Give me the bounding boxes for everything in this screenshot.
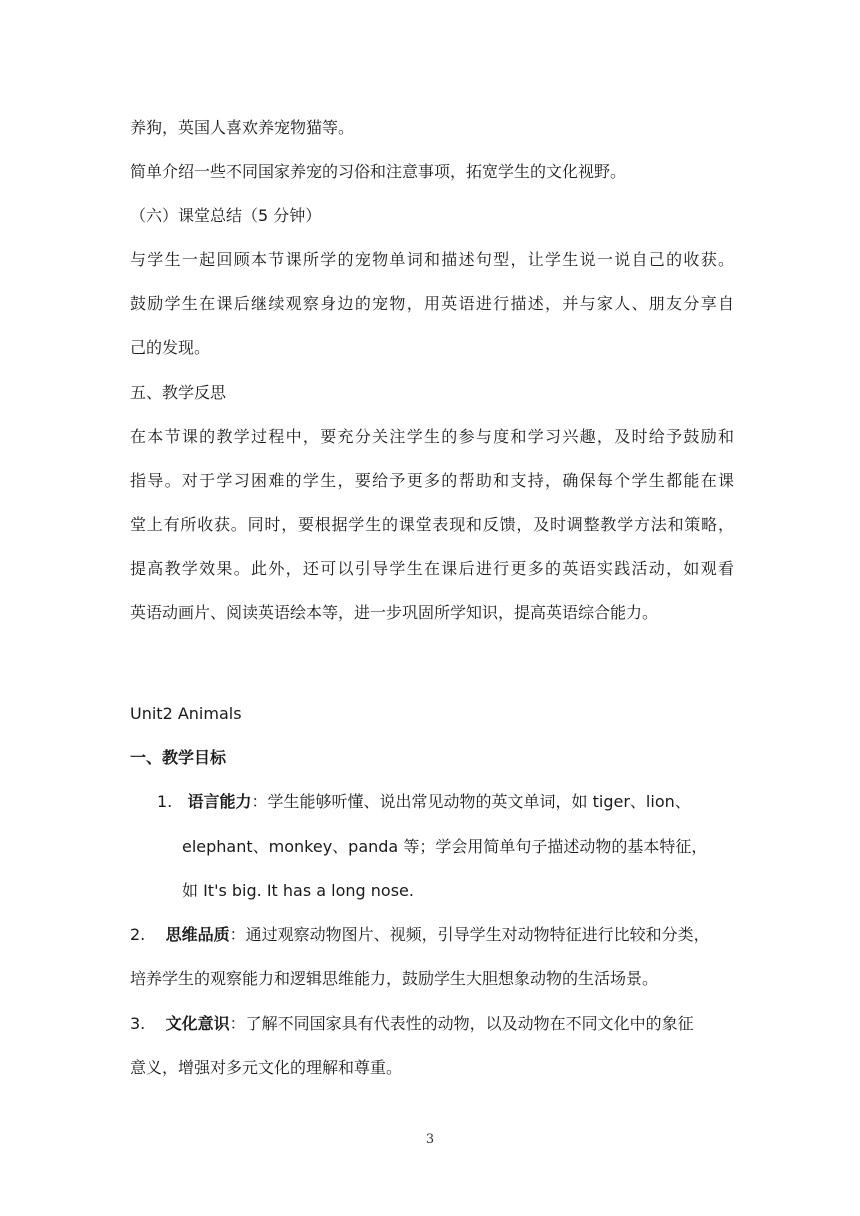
paragraph-line: 己的发现。 — [130, 338, 211, 357]
paragraph-line: 在本节课的教学过程中，要充分关注学生的参与度和学习兴趣，及时给予鼓励和 — [130, 427, 734, 446]
list-item — [130, 1013, 694, 1035]
item-text: ：通过观察动物图片、视频，引导学生对动物特征进行比较和分类， — [229, 925, 710, 944]
item-label: 思维品质 — [165, 925, 230, 944]
list-item — [130, 924, 710, 946]
unit-title: Unit2 Animals — [130, 704, 242, 723]
section-heading: 一、教学目标 — [130, 748, 227, 767]
item-text: ：学生能够听懂、说出常见动物的英文单词，如 tiger、lion、 — [251, 792, 691, 811]
list-item-continuation: 如 It's big. It has a long nose. — [182, 881, 414, 900]
paragraph-line: 提高教学效果。此外，还可以引导学生在课后进行更多的英语实践活动，如观看 — [130, 559, 734, 578]
paragraph-line: 鼓励学生在课后继续观察身边的宠物，用英语进行描述，并与家人、朋友分享自 — [130, 294, 734, 313]
page-number: 3 — [425, 1132, 435, 1147]
paragraph-line: 指导。对于学习困难的学生，要给予更多的帮助和支持，确保每个学生都能在课 — [130, 471, 734, 490]
item-label: 文化意识 — [165, 1014, 230, 1033]
paragraph-line: 简单介绍一些不同国家养宠的习俗和注意事项，拓宽学生的文化视野。 — [130, 162, 627, 181]
item-text: ：了解不同国家具有代表性的动物，以及动物在不同文化中的象征 — [229, 1014, 694, 1033]
paragraph-line: 养狗，英国人喜欢养宠物猫等。 — [130, 118, 355, 137]
list-item-continuation: 意义，增强对多元文化的理解和尊重。 — [130, 1058, 403, 1077]
list-item-continuation: 培养学生的观察能力和逻辑思维能力，鼓励学生大胆想象动物的生活场景。 — [130, 969, 659, 988]
list-number: 1. — [157, 792, 173, 811]
list-item-continuation: elephant、monkey、panda 等；学会用简单句子描述动物的基本特征， — [182, 837, 708, 856]
list-number: 3. — [130, 1014, 146, 1033]
list-number: 2. — [130, 925, 146, 944]
section-heading: （六）课堂总结（5 分钟） — [130, 206, 322, 225]
section-heading: 五、教学反思 — [130, 383, 227, 402]
paragraph-line: 与学生一起回顾本节课所学的宠物单词和描述句型，让学生说一说自己的收获。 — [130, 250, 734, 269]
list-item — [157, 791, 691, 813]
item-label: 语言能力 — [187, 792, 252, 811]
paragraph-line: 英语动画片、阅读英语绘本等，进一步巩固所学知识，提高英语综合能力。 — [130, 603, 659, 622]
paragraph-line: 堂上有所收获。同时，要根据学生的课堂表现和反馈，及时调整教学方法和策略， — [130, 515, 734, 534]
